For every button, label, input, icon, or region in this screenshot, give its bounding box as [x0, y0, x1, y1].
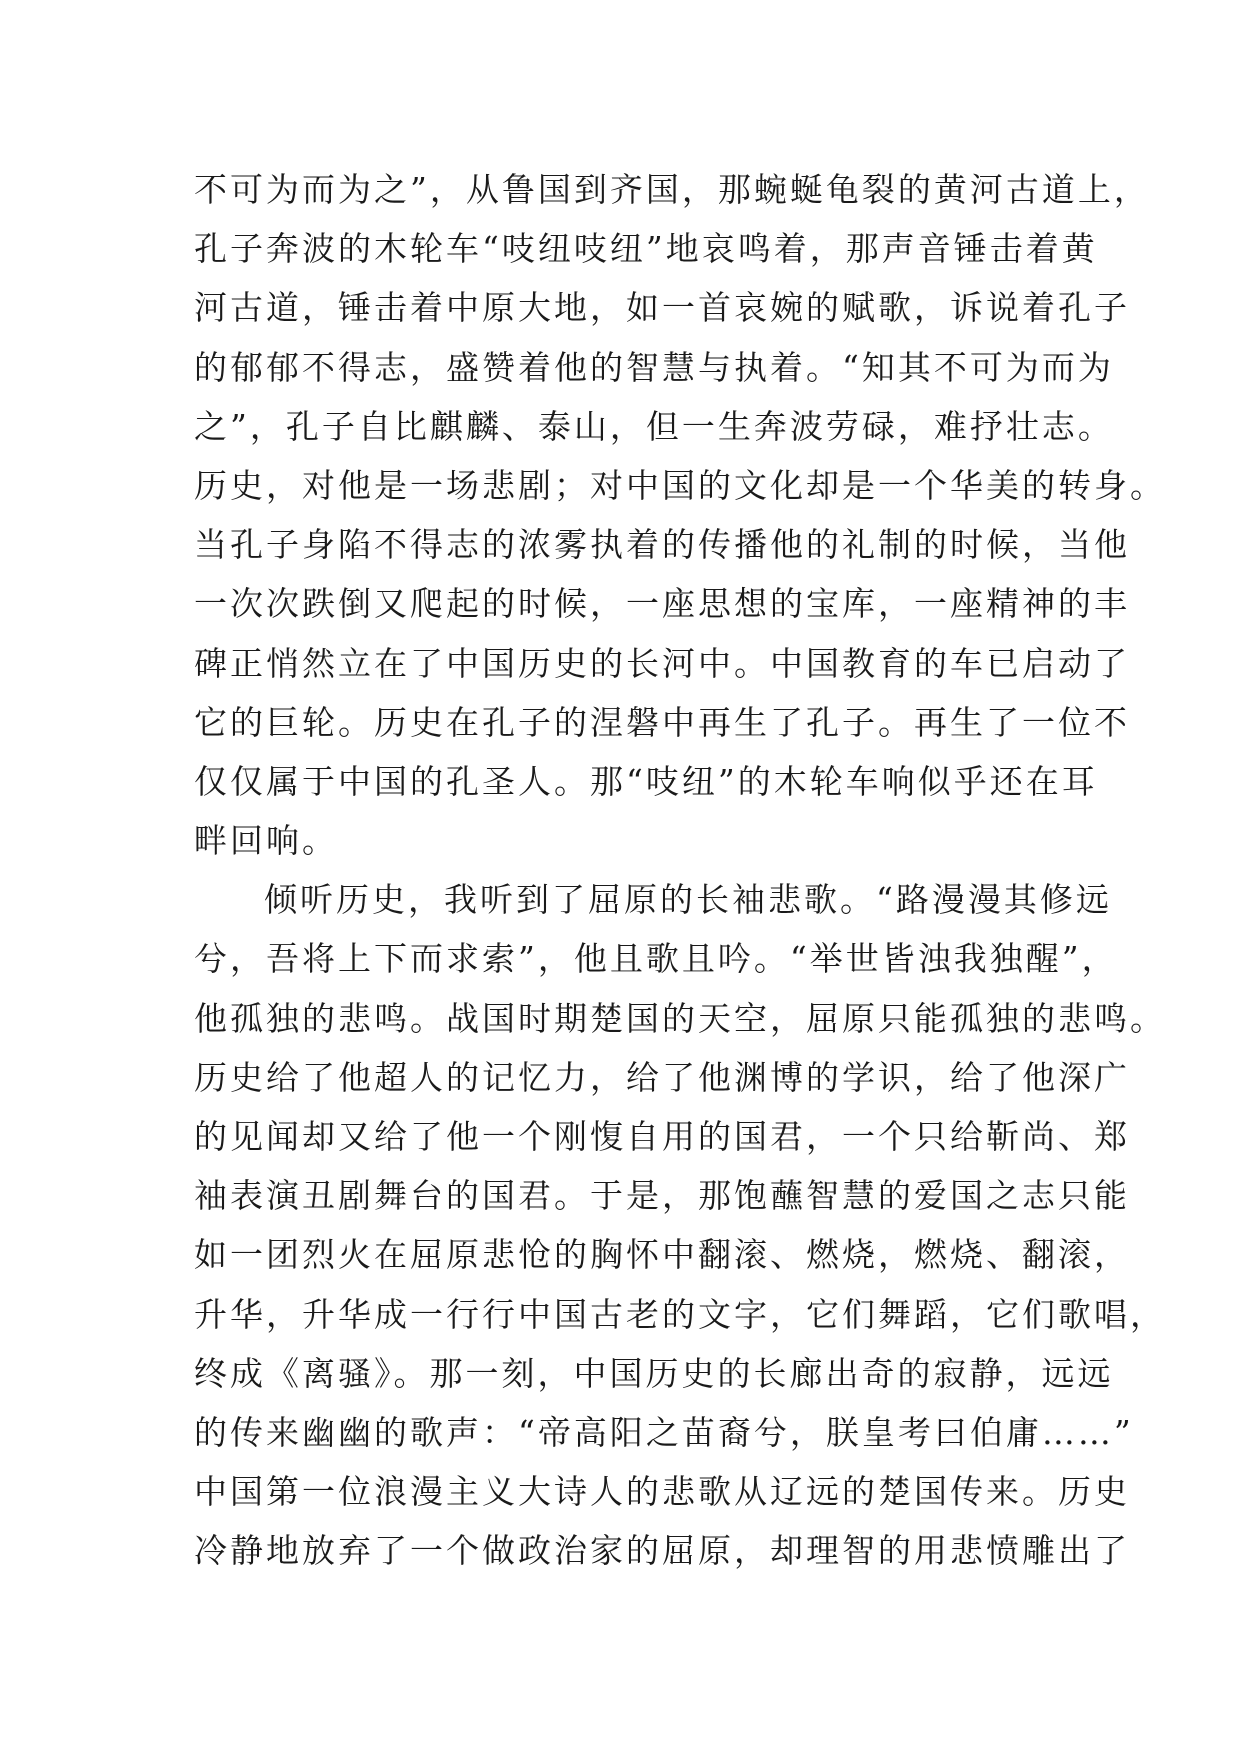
document-body: [194, 160, 1166, 1581]
text-line: 中国第一位浪漫主义大诗人的悲歌从辽远的楚国传来。历史: [194, 1472, 1130, 1512]
text-line: 如一团烈火在屈原悲怆的胸怀中翻滚、燃烧，燃烧、翻滚，: [194, 1235, 1130, 1275]
text-line: 河古道，锤击着中原大地，如一首哀婉的赋歌，诉说着孔子: [194, 288, 1130, 328]
text-line: 畔回响。: [194, 821, 338, 861]
text-line: 历史给了他超人的记忆力，给了他渊博的学识，给了他深广: [194, 1057, 1130, 1097]
text-line: 碑正悄然立在了中国历史的长河中。中国教育的车已启动了: [194, 643, 1130, 683]
text-line: 历史，对他是一场悲剧；对中国的文化却是一个华美的转身。: [194, 465, 1166, 505]
paragraph-confucius: [194, 160, 1166, 870]
text-line: 一次次跌倒又爬起的时候，一座思想的宝库，一座精神的丰: [194, 584, 1130, 624]
text-line: 当孔子身陷不得志的浓雾执着的传播他的礼制的时候，当他: [194, 525, 1130, 565]
text-line: 升华，升华成一行行中国古老的文字，它们舞蹈，它们歌唱，: [194, 1294, 1166, 1334]
text-line: 不可为而为之”，从鲁国到齐国，那蜿蜒龟裂的黄河古道上，: [194, 170, 1150, 209]
text-line: 的见闻却又给了他一个刚愎自用的国君，一个只给靳尚、郑: [194, 1117, 1130, 1156]
text-line: 终成《离骚》。那一刻，中国历史的长廊出奇的寂静，远远: [194, 1353, 1114, 1393]
text-line: 袖表演丑剧舞台的国君。于是，那饱蘸智慧的爱国之志只能: [194, 1176, 1130, 1216]
text-line: 之”，孔子自比麒麟、泰山，但一生奔波劳碌，难抒壮志。: [194, 406, 1114, 446]
paragraph-qu-yuan: [194, 870, 1166, 1580]
text-line: 仅仅属于中国的孔圣人。那“吱纽”的木轮车响似乎还在耳: [194, 761, 1098, 801]
text-line: 孔子奔波的木轮车“吱纽吱纽”地哀鸣着，那声音锤击着黄: [194, 229, 1098, 269]
text-line: 的郁郁不得志，盛赞着他的智慧与执着。“知其不可为而为: [194, 347, 1114, 387]
text-line: 冷静地放弃了一个做政治家的屈原，却理智的用悲愤雕出了: [194, 1531, 1130, 1571]
text-line: 的传来幽幽的歌声：“帝高阳之苗裔兮，朕皇考曰伯庸……”: [194, 1412, 1134, 1452]
text-line: 倾听历史，我听到了屈原的长袖悲歌。“路漫漫其修远: [264, 880, 1112, 920]
text-line: 兮，吾将上下而求索”，他且歌且吟。“举世皆浊我独醒”，: [194, 939, 1118, 979]
text-line: 它的巨轮。历史在孔子的涅磐中再生了孔子。再生了一位不: [194, 702, 1130, 742]
text-line: 他孤独的悲鸣。战国时期楚国的天空，屈原只能孤独的悲鸣。: [194, 998, 1166, 1038]
